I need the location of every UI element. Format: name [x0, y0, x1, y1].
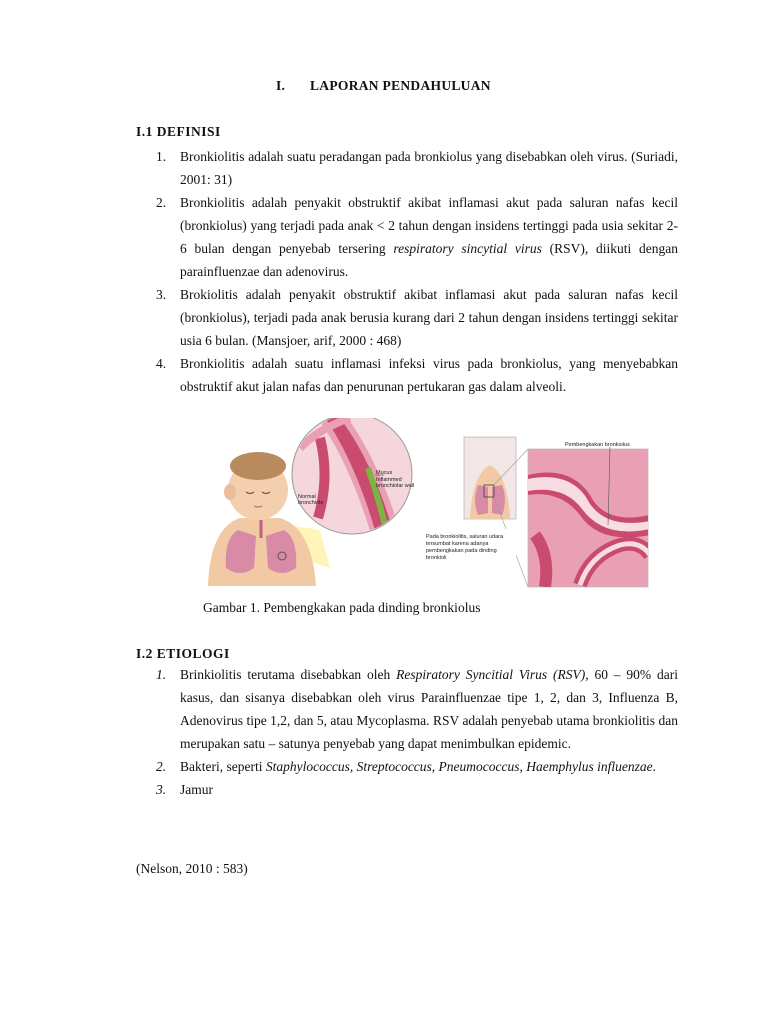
list-marker: 4.: [156, 356, 167, 371]
list-item: [136, 191, 678, 283]
label-normal-bronchiole: bronchiole: [298, 500, 324, 506]
list-item: [136, 663, 678, 755]
list-item-italic: Staphylococcus, Streptococcus, Pneumococcus, Haemphylus influenzae: [265, 759, 653, 774]
list-item-text-end: , 60 – 90% dari kasus, dan sisanya disebabkan oleh virus Parainfluenzae tipe 1, 2, dan 3, Influenza B, Adenovirus tipe 1,2, dan 5, atau Mycoplasma. RSV adalah penyebab utama bronkiolitis dan merupakan satu – satunya penyebab yang dapat menimbulkan epidemic.: [180, 667, 678, 751]
definisi-list: [136, 145, 678, 398]
list-item-text: Bronkiolitis adalah suatu inflamasi infeksi virus pada bronkiolus, yang menyebabkan obstruktif akut jalan nafas dan penurunan pertukaran gas dalam alveoli.: [180, 356, 678, 394]
label-mucus: Mucus: [376, 470, 393, 476]
note-line-3: pembengkakan pada dinding: [426, 548, 497, 554]
bronchiole-swelling-illustration: [420, 435, 660, 590]
bronchiolitis-baby-illustration: [200, 418, 415, 590]
list-item-text: Bronkiolitis adalah penyakit obstruktif akibat inflamasi akut pada saluran nafas kecil (bronkiolus) yang terjadi pada anak < 2 tahun dengan insidens tertinggi pada usia sekitar 2-6 bulan dengan penyebab tersering: [180, 195, 678, 256]
page-title: [276, 78, 491, 94]
title-number: I.: [276, 78, 286, 93]
list-marker: 2.: [156, 759, 167, 774]
etiologi-list: [136, 663, 678, 801]
list-item-text-end: .: [652, 759, 657, 774]
figure-caption: Gambar 1. Pembengkakan pada dinding bronkiolus: [203, 600, 481, 615]
list-item: [136, 352, 678, 398]
list-item: [136, 755, 678, 778]
note-line-1: Pada bronkiolitis, saluran udara: [426, 534, 504, 540]
label-inflamed-wall: bronchiolar wall: [376, 483, 415, 489]
label-inflamed: Inflammed: [376, 477, 402, 483]
list-item: [136, 283, 678, 352]
list-item-text: Brokiolitis adalah penyakit obstruktif akibat inflamasi akut pada saluran nafas kecil (bronkiolus), terjadi pada anak berusia kurang dari 2 tahun dengan insidens tertinggi sekitar usia 6 bulan. (Mansjoer, arif, 2000 : 468): [180, 287, 678, 348]
title-text: LAPORAN PENDAHULUAN: [310, 78, 491, 93]
list-item-italic: Respiratory Syncitial Virus (RSV): [396, 667, 586, 682]
note-line-2: tersumbat karena adanya: [426, 541, 489, 547]
list-item-text: Brinkiolitis terutama disebabkan oleh: [180, 667, 397, 682]
list-marker: 3.: [156, 287, 167, 302]
list-item: [136, 145, 678, 191]
list-item-text: Jamur: [180, 782, 213, 797]
label-bronchiole-swelling: Pembengkakan bronkiolus: [565, 442, 630, 448]
list-marker: 3.: [156, 782, 167, 797]
section-heading-etiologi: I.2 ETIOLOGI: [136, 646, 230, 661]
list-item-italic: respiratory sincytial virus: [393, 241, 542, 256]
list-marker: 1.: [156, 667, 167, 682]
reference-citation: (Nelson, 2010 : 583): [136, 861, 248, 876]
list-item: [136, 778, 678, 801]
list-item-text: Bakteri, seperti: [180, 759, 266, 774]
section-heading-definisi: I.1 DEFINISI: [136, 124, 221, 139]
note-line-4: bronkioli: [426, 555, 447, 561]
label-normal: Normal: [298, 494, 316, 500]
list-marker: 1.: [156, 149, 167, 164]
list-item-text-end: (RSV), diikuti dengan parainfluenzae dan adenovirus.: [180, 241, 678, 279]
list-item-text: Bronkiolitis adalah suatu peradangan pada bronkiolus yang disebabkan oleh virus. (Suriadi, 2001: 31): [180, 149, 678, 187]
list-marker: 2.: [156, 195, 167, 210]
